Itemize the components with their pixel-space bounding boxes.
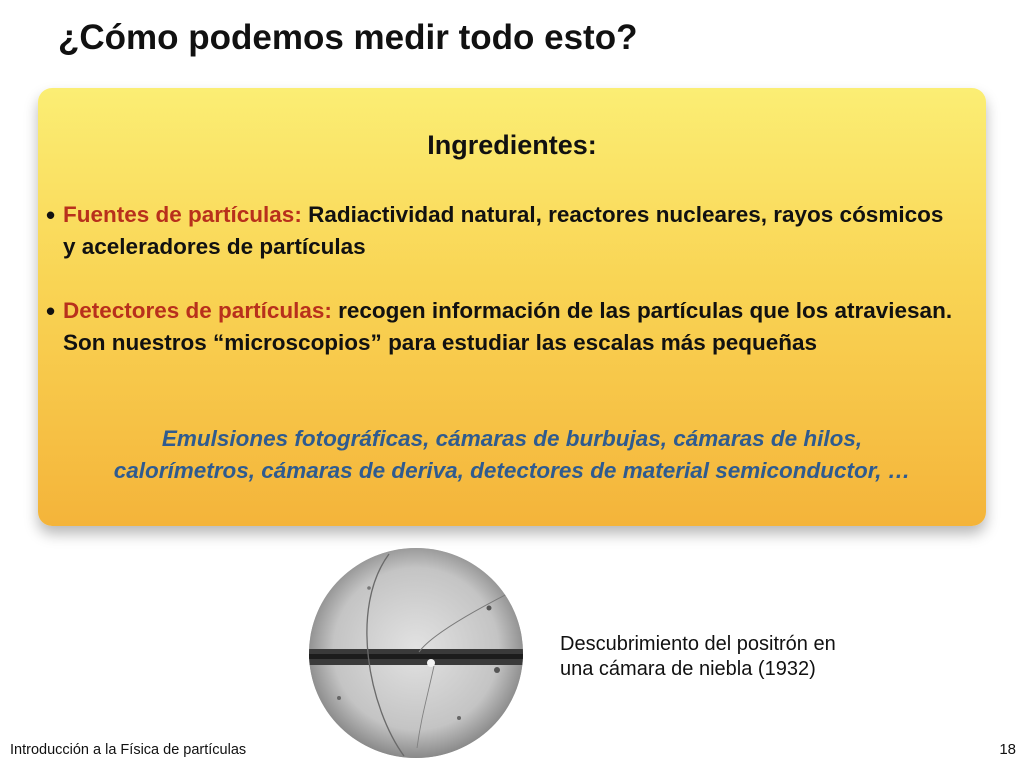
caption-line-2: una cámara de niebla (1932) (560, 658, 816, 680)
cloud-chamber-image (309, 548, 523, 758)
bullet-text (63, 199, 956, 263)
bullet-detectors (46, 295, 956, 359)
slide-number: 18 (999, 741, 1016, 758)
slide-title: ¿Cómo podemos medir todo esto? (58, 18, 638, 57)
cloud-chamber-photo (309, 548, 523, 758)
bullet-marker: • (46, 200, 56, 230)
bullet-highlight: Detectores de partículas: (63, 298, 332, 323)
caption-line-1: Descubrimiento del positrón en (560, 633, 836, 655)
bullet-body: recogen información de las partículas que los atraviesan. Son nuestros “microscopios” para estudiar las escalas más pequeñas (63, 298, 953, 355)
examples-line-1: Emulsiones fotográficas, cámaras de burbujas, cámaras de hilos, (161, 426, 863, 451)
bullet-body: Radiactividad natural, reactores nucleares, rayos cósmicos y aceleradores de partículas (63, 202, 944, 259)
footer-course-title: Introducción a la Física de partículas (10, 742, 247, 758)
bullet-sources (46, 199, 956, 263)
bullet-text (63, 295, 956, 359)
bullet-highlight: Fuentes de partículas: (63, 202, 302, 227)
detector-examples (38, 423, 986, 487)
bullet-marker: • (46, 296, 56, 326)
photo-caption (560, 632, 900, 682)
ingredients-box (38, 88, 986, 526)
ingredients-heading: Ingredientes: (427, 130, 597, 160)
examples-line-2: calorímetros, cámaras de deriva, detectores de material semiconductor, … (113, 458, 911, 483)
